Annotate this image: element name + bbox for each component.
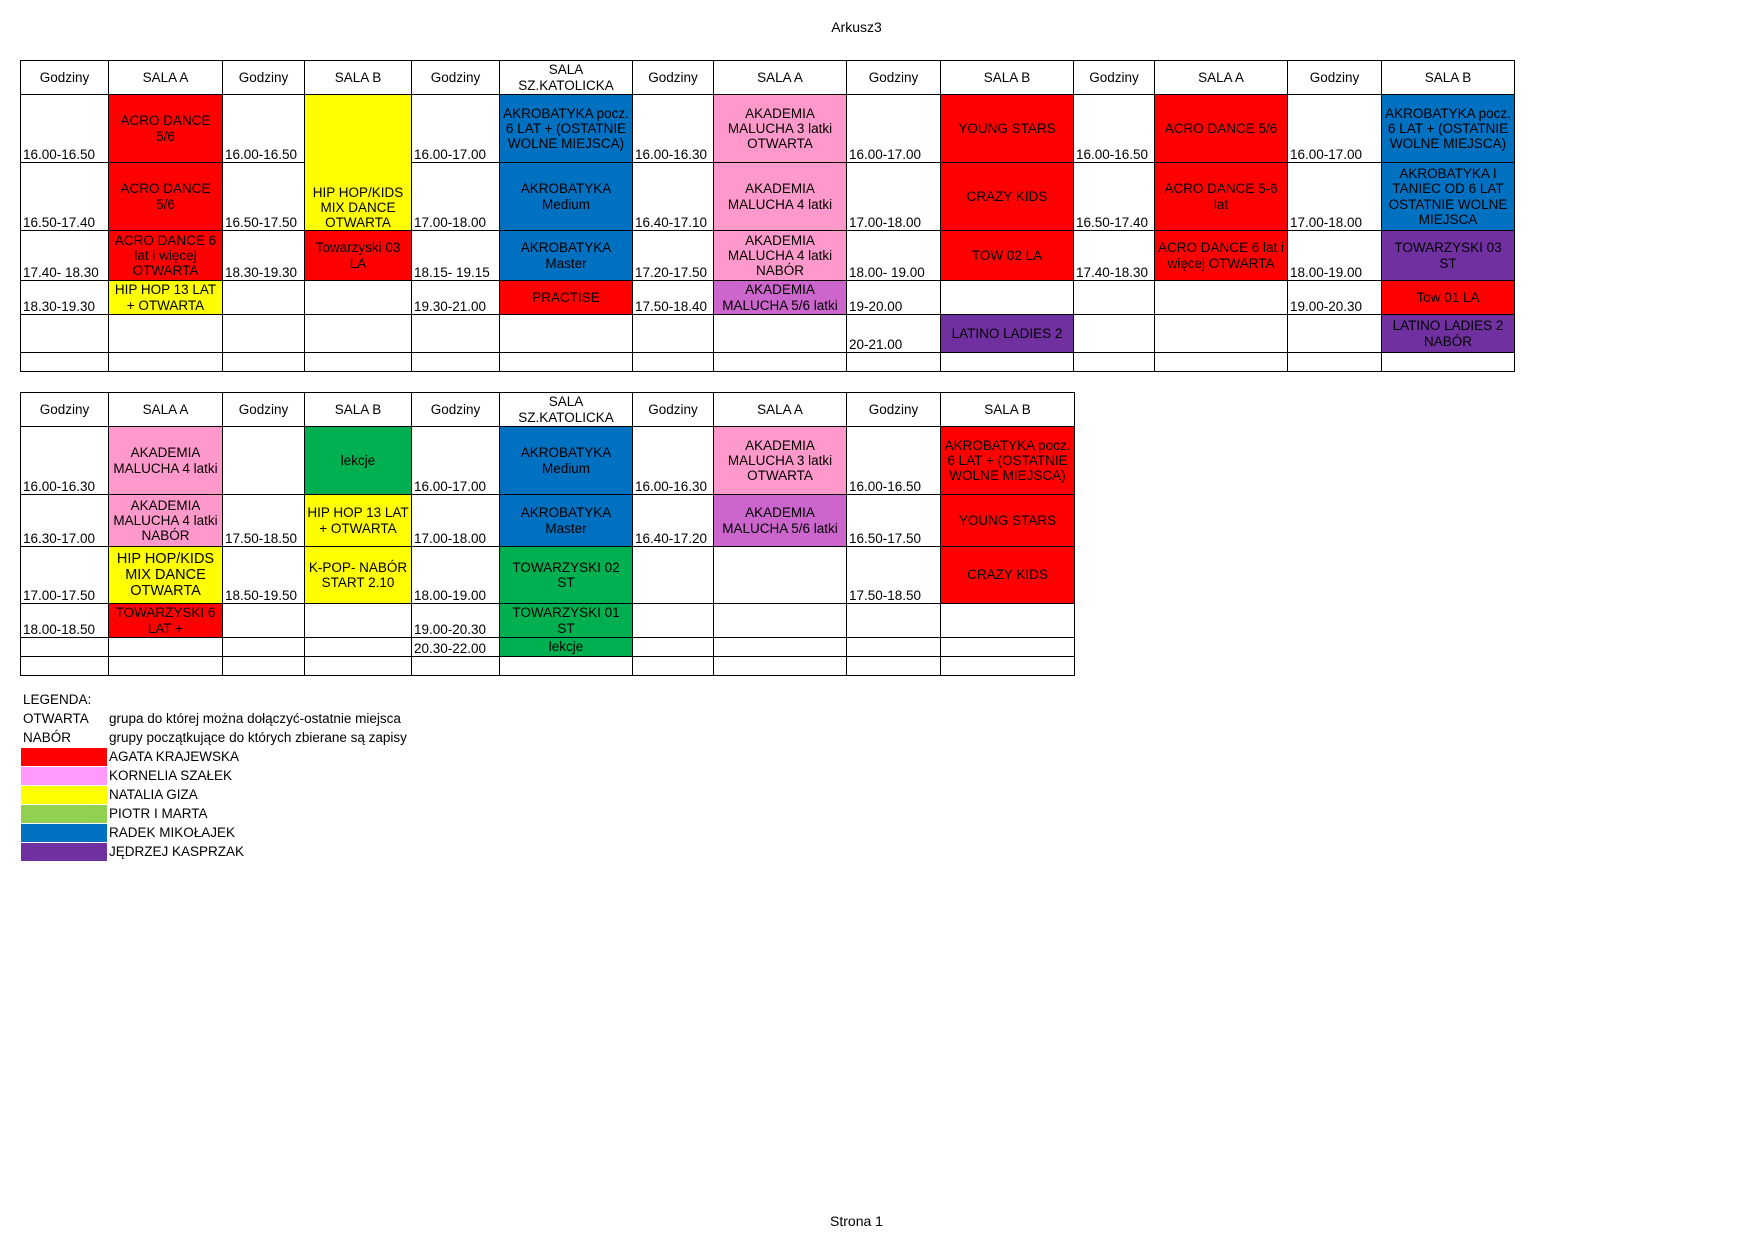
class-cell xyxy=(941,281,1074,315)
time-cell: 18.30-19.30 xyxy=(21,281,109,315)
page-title: Arkusz3 xyxy=(831,19,882,35)
time-cell xyxy=(223,427,305,495)
time-cell: 16.00-17.00 xyxy=(1288,95,1382,163)
class-cell xyxy=(714,547,847,604)
class-cell xyxy=(941,657,1075,676)
table-row xyxy=(21,231,1515,281)
column-header: Godziny xyxy=(633,393,714,427)
time-cell: 16.50-17.50 xyxy=(847,495,941,547)
class-cell: AKROBATYKA Medium xyxy=(500,427,633,495)
class-cell xyxy=(305,315,412,353)
table-row xyxy=(21,95,1515,163)
column-header: Godziny xyxy=(21,393,109,427)
class-cell xyxy=(305,657,412,676)
class-cell xyxy=(1155,281,1288,315)
class-cell xyxy=(500,353,633,372)
column-header: SALA B xyxy=(941,61,1074,95)
schedule-table-2 xyxy=(20,392,1075,676)
time-cell xyxy=(223,604,305,638)
time-cell xyxy=(21,353,109,372)
column-header: SALA B xyxy=(941,393,1075,427)
class-cell: AKROBATYKA pocz. 6 LAT + (OSTATNIE WOLNE MIEJSCA) xyxy=(500,95,633,163)
header-row xyxy=(21,393,1075,427)
class-cell: HIP HOP/KIDS MIX DANCE OTWARTA xyxy=(109,547,223,604)
class-cell: Towarzyski 03 LA xyxy=(305,231,412,281)
time-cell xyxy=(1074,353,1155,372)
time-cell xyxy=(633,604,714,638)
class-cell: LATINO LADIES 2 NABÓR xyxy=(1382,315,1515,353)
time-cell: 17.00-18.00 xyxy=(1288,163,1382,231)
column-header: Godziny xyxy=(21,61,109,95)
class-cell xyxy=(714,657,847,676)
class-cell: PRACTISE xyxy=(500,281,633,315)
class-cell xyxy=(1382,353,1515,372)
class-cell: lekcje xyxy=(305,427,412,495)
class-cell: HIP HOP 13 LAT + OTWARTA xyxy=(109,281,223,315)
column-header: Godziny xyxy=(1288,61,1382,95)
time-cell: 16.50-17.40 xyxy=(21,163,109,231)
time-cell: 18.00-19.00 xyxy=(1288,231,1382,281)
class-cell: AKADEMIA MALUCHA 4 latki xyxy=(714,163,847,231)
time-cell xyxy=(847,638,941,657)
class-cell: CRAZY KIDS xyxy=(941,547,1075,604)
class-cell xyxy=(714,604,847,638)
color-swatch xyxy=(21,748,107,766)
class-cell: AKROBATYKA pocz. 6 LAT + (OSTATNIE WOLNE MIEJSCA) xyxy=(1382,95,1515,163)
class-cell: AKADEMIA MALUCHA 4 latki NABÓR xyxy=(109,495,223,547)
table-row xyxy=(21,427,1075,495)
table-row xyxy=(21,495,1075,547)
class-cell: AKROBATYKA I TANIEC OD 6 LAT OSTATNIE WOLNE MIEJSCA xyxy=(1382,163,1515,231)
color-swatch xyxy=(21,786,107,804)
class-cell: HIP HOP 13 LAT + OTWARTA xyxy=(305,495,412,547)
class-cell xyxy=(305,281,412,315)
column-header: SALA B xyxy=(305,393,412,427)
time-cell xyxy=(223,353,305,372)
time-cell xyxy=(21,638,109,657)
class-cell: YOUNG STARS xyxy=(941,495,1075,547)
class-cell xyxy=(1155,353,1288,372)
column-header: SALA A xyxy=(109,393,223,427)
time-cell: 16.00-16.50 xyxy=(847,427,941,495)
time-cell xyxy=(223,638,305,657)
time-cell: 19.00-20.30 xyxy=(1288,281,1382,315)
color-swatch xyxy=(21,843,107,861)
class-cell: ACRO DANCE 5/6 xyxy=(1155,95,1288,163)
time-cell: 18.00-18.50 xyxy=(21,604,109,638)
time-cell: 19.00-20.30 xyxy=(412,604,500,638)
table-row xyxy=(21,657,1075,676)
column-header: Godziny xyxy=(223,393,305,427)
class-cell xyxy=(109,638,223,657)
time-cell xyxy=(223,315,305,353)
time-cell xyxy=(633,315,714,353)
class-cell xyxy=(305,604,412,638)
class-cell: AKADEMIA MALUCHA 3 latki OTWARTA xyxy=(714,95,847,163)
page-footer: Strona 1 xyxy=(830,1213,883,1229)
class-cell xyxy=(941,638,1075,657)
class-cell: ACRO DANCE 5/6 xyxy=(109,95,223,163)
time-cell: 16.00-17.00 xyxy=(412,95,500,163)
time-cell xyxy=(412,353,500,372)
class-cell: K-POP- NABÓR START 2.10 xyxy=(305,547,412,604)
class-cell: HIP HOP/KIDS MIX DANCE OTWARTA xyxy=(305,95,412,231)
time-cell xyxy=(223,657,305,676)
class-cell xyxy=(500,315,633,353)
time-cell: 17.40-18.30 xyxy=(1074,231,1155,281)
header-row xyxy=(21,61,1515,95)
class-cell: AKROBATYKA pocz. 6 LAT + (OSTATNIE WOLNE MIEJSCA) xyxy=(941,427,1075,495)
time-cell xyxy=(1074,281,1155,315)
class-cell: AKROBATYKA Master xyxy=(500,231,633,281)
time-cell: 16.00-17.00 xyxy=(412,427,500,495)
time-cell xyxy=(847,353,941,372)
schedule-table-1 xyxy=(20,60,1515,372)
time-cell: 16.00-16.30 xyxy=(633,95,714,163)
time-cell xyxy=(847,604,941,638)
class-cell: lekcje xyxy=(500,638,633,657)
table-row xyxy=(21,604,1075,638)
class-cell xyxy=(714,353,847,372)
time-cell: 17.40- 18.30 xyxy=(21,231,109,281)
time-cell: 19.30-21.00 xyxy=(412,281,500,315)
column-header: SALA A xyxy=(109,61,223,95)
time-cell: 20-21.00 xyxy=(847,315,941,353)
time-cell xyxy=(412,315,500,353)
time-cell: 17.20-17.50 xyxy=(633,231,714,281)
class-cell xyxy=(109,657,223,676)
class-cell: AKROBATYKA Master xyxy=(500,495,633,547)
time-cell: 18.50-19.50 xyxy=(223,547,305,604)
class-cell xyxy=(305,353,412,372)
table-row xyxy=(21,353,1515,372)
column-header: Godziny xyxy=(412,61,500,95)
time-cell: 16.40-17.10 xyxy=(633,163,714,231)
time-cell: 16.50-17.40 xyxy=(1074,163,1155,231)
time-cell xyxy=(21,657,109,676)
column-header: Godziny xyxy=(223,61,305,95)
time-cell: 19-20.00 xyxy=(847,281,941,315)
time-cell: 18.00-19.00 xyxy=(412,547,500,604)
time-cell: 17.00-18.00 xyxy=(412,495,500,547)
class-cell xyxy=(714,315,847,353)
class-cell xyxy=(714,638,847,657)
class-cell: TOWARZYSKI 6 LAT + xyxy=(109,604,223,638)
time-cell xyxy=(847,657,941,676)
time-cell xyxy=(1288,353,1382,372)
class-cell xyxy=(1155,315,1288,353)
color-swatch xyxy=(21,805,107,823)
time-cell: 17.50-18.50 xyxy=(223,495,305,547)
time-cell xyxy=(412,657,500,676)
table-row xyxy=(21,315,1515,353)
class-cell: YOUNG STARS xyxy=(941,95,1074,163)
column-header: SALA A xyxy=(1155,61,1288,95)
column-header: SALA B xyxy=(305,61,412,95)
table-row xyxy=(21,281,1515,315)
class-cell: AKROBATYKA Medium xyxy=(500,163,633,231)
column-header: Godziny xyxy=(847,393,941,427)
time-cell xyxy=(223,281,305,315)
class-cell: AKADEMIA MALUCHA 3 latki OTWARTA xyxy=(714,427,847,495)
time-cell: 16.40-17.20 xyxy=(633,495,714,547)
table-row xyxy=(21,547,1075,604)
time-cell: 16.00-16.50 xyxy=(223,95,305,163)
class-cell: ACRO DANCE 5-6 lat xyxy=(1155,163,1288,231)
time-cell: 17.00-18.00 xyxy=(847,163,941,231)
time-cell: 17.50-18.40 xyxy=(633,281,714,315)
class-cell xyxy=(500,657,633,676)
time-cell: 18.15- 19.15 xyxy=(412,231,500,281)
class-cell: AKADEMIA MALUCHA 4 latki xyxy=(109,427,223,495)
time-cell: 16.00-16.30 xyxy=(633,427,714,495)
class-cell: LATINO LADIES 2 xyxy=(941,315,1074,353)
column-header: Godziny xyxy=(633,61,714,95)
class-cell: AKADEMIA MALUCHA 5/6 latki xyxy=(714,495,847,547)
class-cell xyxy=(941,604,1075,638)
time-cell xyxy=(633,638,714,657)
class-cell: CRAZY KIDS xyxy=(941,163,1074,231)
time-cell: 16.50-17.50 xyxy=(223,163,305,231)
class-cell xyxy=(305,638,412,657)
class-cell: TOWARZYSKI 03 ST xyxy=(1382,231,1515,281)
time-cell xyxy=(633,547,714,604)
time-cell: 18.00- 19.00 xyxy=(847,231,941,281)
class-cell: TOW 02 LA xyxy=(941,231,1074,281)
time-cell: 16.00-16.50 xyxy=(1074,95,1155,163)
class-cell xyxy=(109,315,223,353)
class-cell: ACRO DANCE 6 lat i więcej OTWARTA xyxy=(109,231,223,281)
class-cell: TOWARZYSKI 01 ST xyxy=(500,604,633,638)
class-cell xyxy=(109,353,223,372)
column-header: SALA SZ.KATOLICKA xyxy=(500,393,633,427)
class-cell xyxy=(941,353,1074,372)
column-header: Godziny xyxy=(1074,61,1155,95)
color-swatch xyxy=(21,767,107,785)
column-header: Godziny xyxy=(412,393,500,427)
time-cell: 17.00-17.50 xyxy=(21,547,109,604)
color-swatch xyxy=(21,824,107,842)
time-cell xyxy=(21,315,109,353)
column-header: SALA SZ.KATOLICKA xyxy=(500,61,633,95)
time-cell xyxy=(633,657,714,676)
time-cell xyxy=(1288,315,1382,353)
column-header: SALA A xyxy=(714,61,847,95)
class-cell: AKADEMIA MALUCHA 5/6 latki xyxy=(714,281,847,315)
time-cell xyxy=(1074,315,1155,353)
time-cell: 16.00-17.00 xyxy=(847,95,941,163)
class-cell: Tow 01 LA xyxy=(1382,281,1515,315)
time-cell: 16.30-17.00 xyxy=(21,495,109,547)
class-cell: ACRO DANCE 6 lat i więcej OTWARTA xyxy=(1155,231,1288,281)
class-cell: ACRO DANCE 5/6 xyxy=(109,163,223,231)
column-header: Godziny xyxy=(847,61,941,95)
table-row xyxy=(21,163,1515,231)
time-cell: 16.00-16.50 xyxy=(21,95,109,163)
class-cell: AKADEMIA MALUCHA 4 latki NABÓR xyxy=(714,231,847,281)
time-cell: 18.30-19.30 xyxy=(223,231,305,281)
time-cell: 17.50-18.50 xyxy=(847,547,941,604)
time-cell: 16.00-16.30 xyxy=(21,427,109,495)
time-cell: 20.30-22.00 xyxy=(412,638,500,657)
time-cell: 17.00-18.00 xyxy=(412,163,500,231)
column-header: SALA A xyxy=(714,393,847,427)
table-row xyxy=(21,638,1075,657)
class-cell: TOWARZYSKI 02 ST xyxy=(500,547,633,604)
time-cell xyxy=(633,353,714,372)
column-header: SALA B xyxy=(1382,61,1515,95)
